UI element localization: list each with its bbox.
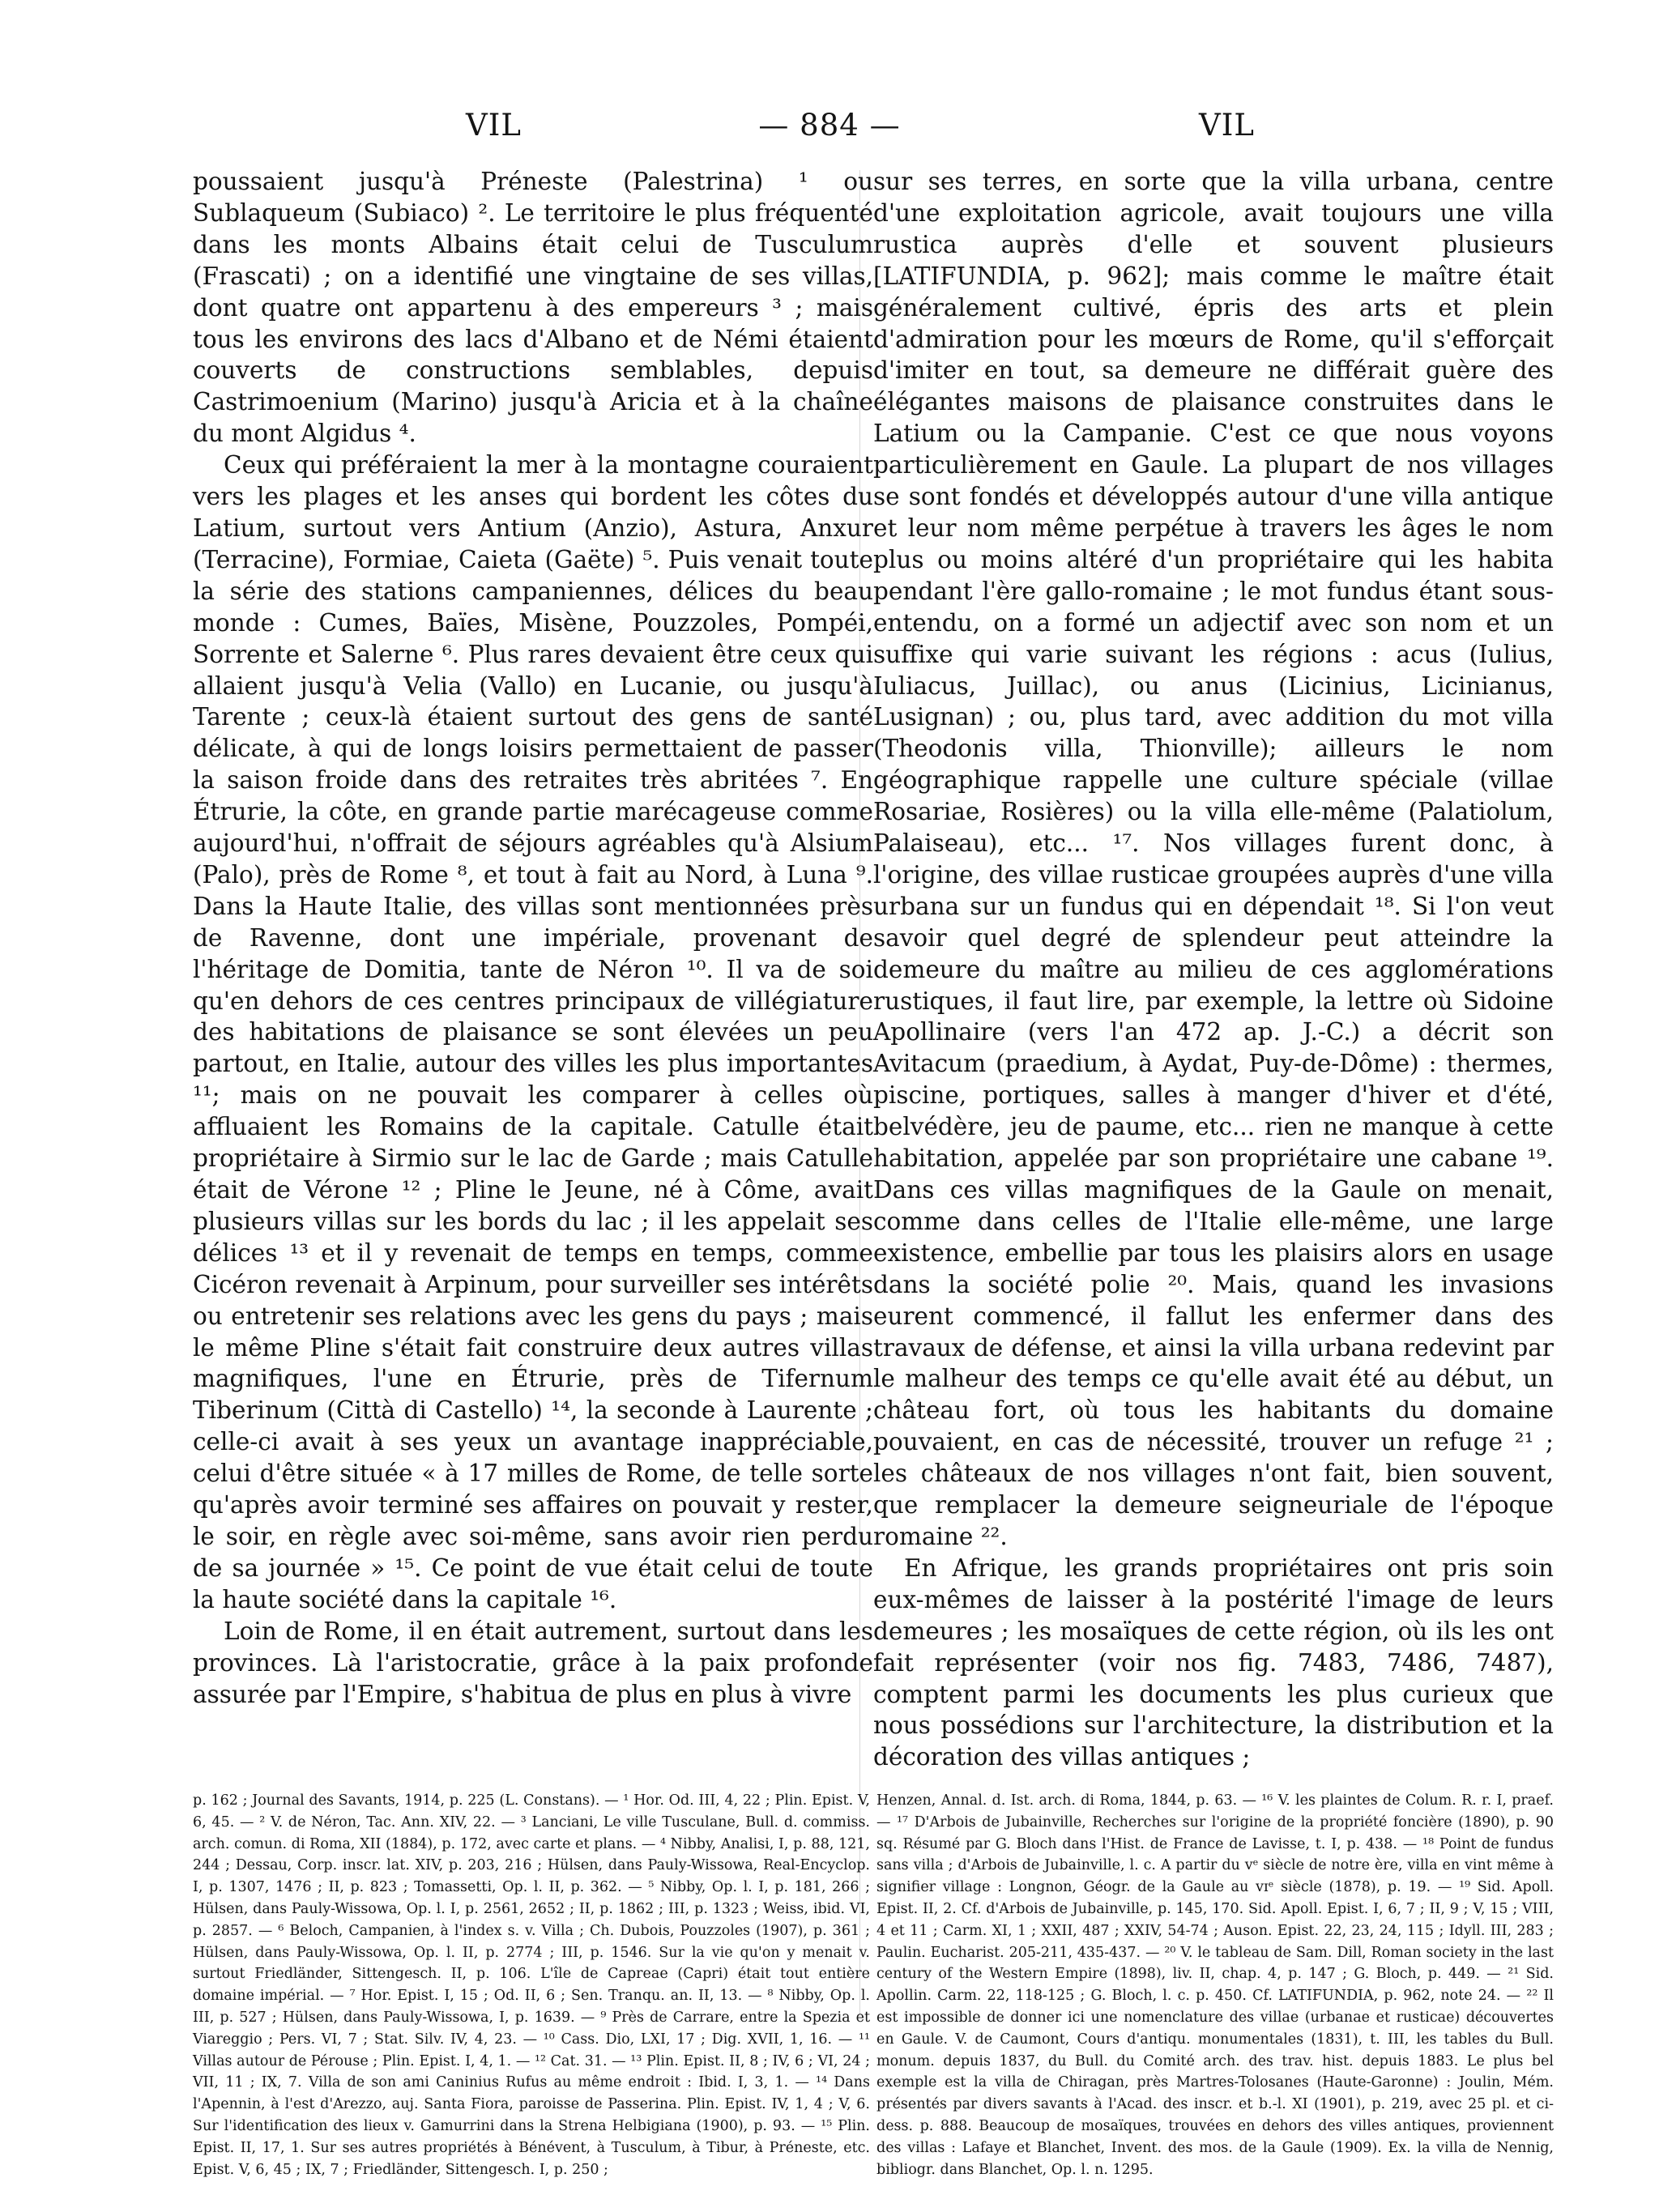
page-number: — 884 — [758,108,901,143]
paragraph: sur ses terres, en sorte que la villa urbana, centre d'une exploitation agricole, avait toujours une villa rustica auprès d'elle et souvent plusieurs [LATIFUNDIA, p. 962]; mais comme le maître était généralement cultivé, épris des arts et plein d'admiration pour les mœurs de Rome, qu'il s'efforçait d'imiter en tout, sa demeure ne différait guère des élégantes maisons de plaisance construites dans le Latium ou la Campanie. C'est ce que nous voyons particulièrement en Gaule. La plupart de nos villages se sont fondés et développés autour d'une villa antique et leur nom même perpétue à travers les âges le nom plus ou moins altéré d'un propriétaire qui les habita pendant l'ère gallo-romaine ; le mot fundus étant sous-entendu, on a formé un adjectif avec son nom et un suffixe qui varie suivant les régions : acus (Iulius, Iuliacus, Juillac), ou anus (Licinius, Licinianus, Lusignan) ; ou, plus tard, avec addition du mot villa (Theodonis villa, Thionville); ailleurs le nom géographique rappelle une culture spéciale (villae Rosariae, Rosières) ou la villa elle-même (Palatiolum, Palaiseau), etc... ¹⁷. Nos villages furent donc, à l'origine, des villae rusticae groupées auprès d'une villa urbana sur un fundus qui en dépendait ¹⁸. Si l'on veut savoir quel degré de splendeur peut atteindre la demeure du maître au milieu de ces agglomérations rustiques, il faut lire, par exemple, la lettre où Sidoine Apollinaire (vers l'an 472 ap. J.-C.) a décrit son Avitacum (praedium, à Aydat, Puy-de-Dôme) : thermes, piscine, portiques, salles à manger d'hiver et d'été, belvédère, jeu de paume, etc... rien ne manque à cette habitation, appelée par son propriétaire une cabane ¹⁹. Dans ces villas magnifiques de la Gaule on menait, comme dans celles de l'Italie elle-même, une large existence, embellie par tous les plaisirs alors en usage dans la société polie ²⁰. Mais, quand les invasions eurent commencé, il fallut les enfermer dans des travaux de défense, et ainsi la villa urbana redevint par le malheur des temps ce qu'elle avait été au début, un château fort, où tous les habitants du domaine pouvaient, en cas de nécessité, trouver un refuge ²¹ ; les châteaux de nos villages n'ont fait, bien souvent, que remplacer la demeure seigneuriale de l'époque romaine ²². [873,168,1554,1550]
paragraph: Loin de Rome, il en était autrement, surtout dans les provinces. Là l'aristocratie, grâce à la paix profonde assurée par l'Empire, s'habitua de plus en plus à vivre [193,1617,873,1708]
right-column [873,166,1554,1773]
running-head-right: VIL [1199,108,1255,143]
footnotes-left [193,1790,870,2180]
paragraph: Ceux qui préféraient la mer à la montagne couraient vers les plages et les anses qui bordent les côtes du Latium, surtout vers Antium (Anzio), Astura, Anxur (Terracine), Formiae, Caieta (Gaëte) ⁵. Puis venait toute la série des stations campaniennes, délices du beau monde : Cumes, Baïes, Misène, Pouzzoles, Pompéi, Sorrente et Salerne ⁶. Plus rares devaient être ceux qui allaient jusqu'à Velia (Vallo) en Lucanie, ou jusqu'à Tarente ; ceux-là étaient surtout des gens de santé délicate, à qui de longs loisirs permettaient de passer la saison froide dans des retraites très abritées ⁷. En Étrurie, la côte, en grande partie marécageuse comme aujourd'hui, n'offrait de séjours agréables qu'à Alsium (Palo), près de Rome ⁸, et tout à fait au Nord, à Luna ⁹. Dans la Haute Italie, des villas sont mentionnées près de Ravenne, dont une impériale, provenant de l'héritage de Domitia, tante de Néron ¹⁰. Il va de soi qu'en dehors de ces centres principaux de villégiature des habitations de plaisance se sont élevées un peu partout, en Italie, autour des villes les plus importantes ¹¹; mais on ne pouvait les comparer à celles où affluaient les Romains de la capitale. Catulle était propriétaire à Sirmio sur le lac de Garde ; mais Catulle était de Vérone ¹² ; Pline le Jeune, né à Côme, avait plusieurs villas sur les bords du lac ; il les appelait ses délices ¹³ et il y revenait de temps en temps, comme Cicéron revenait à Arpinum, pour surveiller ses intérêts ou entretenir ses relations avec les gens du pays ; mais le même Pline s'était fait construire deux autres villas magnifiques, l'une en Étrurie, près de Tifernum Tiberinum (Città di Castello) ¹⁴, la seconde à Laurente ; celle-ci avait à ses yeux un avantage inappréciable, celui d'être située « à 17 milles de Rome, de telle sorte qu'après avoir terminé ses affaires on pouvait y rester, le soir, en règle avec soi-même, sans avoir rien perdu de sa journée » ¹⁵. Ce point de vue était celui de toute la haute société dans la capitale ¹⁶. [193,451,873,1613]
left-column [193,166,873,1710]
page-header [0,109,1659,158]
footnote-text: p. 162 ; Journal des Savants, 1914, p. 225 (L. Constans). — ¹ Hor. Od. III, 4, 22 ; Plin. Epist. V, 6, 45. — ² V. de Néron, Tac. Ann. XIV, 22. — ³ Lanciani, Le ville Tusculane, Bull. d. commiss. arch. comun. di Roma, XII (1884), p. 172, avec carte et plans. — ⁴ Nibby, Analisi, I, p. 88, 121, 244 ; Dessau, Corp. inscr. lat. XIV, p. 203, 216 ; Hülsen, dans Pauly-Wissowa, Real-Encyclop. I, p. 1307, 1476 ; II, p. 823 ; Tomassetti, Op. l. II, p. 362. — ⁵ Nibby, Op. l. I, p. 181, 266 ; Hülsen, dans Pauly-Wissowa, Op. l. I, p. 2561, 2652 ; II, p. 1862 ; III, p. 1323 ; Weiss, ibid. VI, p. 2857. — ⁶ Beloch, Campanien, à l'index s. v. Villa ; Ch. Dubois, Pouzzoles (1907), p. 361 ; Hülsen, dans Pauly-Wissowa, Op. l. II, p. 2774 ; III, p. 1546. Sur la vie qu'on y menait v. surtout Friedländer, Sittengesch. II, p. 106. L'île de Capreae (Capri) était tout entière domaine impérial. — ⁷ Hor. Epist. I, 15 ; Od. II, 6 ; Sen. Tranqu. an. II, 13. — ⁸ Nibby, Op. l. III, p. 527 ; Hülsen, dans Pauly-Wissowa, I, p. 1639. — ⁹ Près de Carrare, entre la Spezia et Viareggio ; Pers. VI, 7 ; Stat. Silv. IV, 4, 23. — ¹⁰ Cass. Dio, LXI, 17 ; Dig. XVII, 1, 16. — ¹¹ Villas autour de Pérouse ; Plin. Epist. I, 4, 1. — ¹² Cat. 31. — ¹³ Plin. Epist. II, 8 ; IV, 6 ; VI, 24 ; VII, 11 ; IX, 7. Villa de son ami Caninius Rufus au même endroit : Ibid. I, 3, 1. — ¹⁴ Dans l'Apennin, à l'est d'Arezzo, auj. Santa Fiora, paroisse de Passerina. Plin. Epist. IV, 1, 4 ; V, 6. Sur l'identification des lieux v. Gamurrini dans la Strena Helbigiana (1900), p. 93. — ¹⁵ Plin. Epist. II, 17, 1. Sur ses autres propriétés à Bénévent, à Tusculum, à Tibur, à Préneste, etc. Epist. V, 6, 45 ; IX, 7 ; Friedländer, Sittengesch. I, p. 250 ; [193,1792,870,2178]
paragraph: poussaient jusqu'à Préneste (Palestrina) ¹ ou Sublaqueum (Subiaco) ². Le territoire le plus fréquenté dans les monts Albains était celui de Tusculum (Frascati) ; on a identifié une vingtaine de ses villas, dont quatre ont appartenu à des empereurs ³ ; mais tous les environs des lacs d'Albano et de Némi étaient couverts de constructions semblables, depuis Castrimoenium (Marino) jusqu'à Aricia et à la chaîne du mont Algidus ⁴. [193,168,873,448]
running-head-left: VIL [466,108,522,143]
footnotes-right [876,1790,1554,2180]
paragraph: En Afrique, les grands propriétaires ont pris soin eux-mêmes de laisser à la postérité l'image de leurs demeures ; les mosaïques de cette région, où ils les ont fait représenter (voir nos fig. 7483, 7486, 7487), comptent parmi les documents les plus curieux que nous possédions sur l'architecture, la distribution et la décoration des villas antiques ; [873,1554,1554,1771]
footnote-text: Henzen, Annal. d. Ist. arch. di Roma, 1844, p. 63. — ¹⁶ V. les plaintes de Colum. R. r. I, praef. — ¹⁷ D'Arbois de Jubainville, Recherches sur l'origine de la propriété foncière (1890), p. 90 sq. Résumé par G. Bloch dans l'Hist. de France de Lavisse, t. I, p. 438. — ¹⁸ Point de fundus sans villa ; d'Arbois de Jubainville, l. c. A partir du vᵉ siècle de notre ère, villa en vint même à signifier village : Longnon, Géogr. de la Gaule au vɪᵉ siècle (1878), p. 19. — ¹⁹ Sid. Apoll. Epist. II, 2. Cf. d'Arbois de Jubainville, p. 145, 170. Sid. Apoll. Epist. I, 6, 7 ; II, 9 ; V, 15 ; VIII, 4 et 11 ; Carm. XI, 1 ; XXII, 487 ; XXIV, 54-74 ; Auson. Epist. 22, 23, 24, 115 ; Idyll. III, 283 ; Paulin. Eucharist. 205-211, 435-437. — ²⁰ V. le tableau de Sam. Dill, Roman society in the last century of the Western Empire (1898), liv. II, chap. 4, p. 147 ; G. Bloch, p. 449. — ²¹ Sid. Apollin. Carm. 22, 118-125 ; G. Bloch, l. c. p. 450. Cf. LATIFUNDIA, p. 962, note 24. — ²² Il est impossible de donner ici une nomenclature des villae (urbanae et rusticae) découvertes en Gaule. V. de Caumont, Cours d'antiqu. monumentales (1831), t. III, les tables du Bull. monum. depuis 1837, du Bull. du Comité arch. des trav. hist. depuis 1883. Le plus bel exemple est la villa de Chiragan, près Martres-Tolosanes (Haute-Garonne) : Joulin, Mém. présentés par divers savants à l'Acad. des inscr. et b.-l. XI (1901), p. 219, avec 25 pl. et ci-dess. p. 888. Beaucoup de mosaïques, trouvées en dehors des villes antiques, proviennent des villas : Lafaye et Blanchet, Invent. des mos. de la Gaule (1909). Ex. la villa de Nennig, bibliogr. dans Blanchet, Op. l. n. 1295. [876,1792,1554,2178]
